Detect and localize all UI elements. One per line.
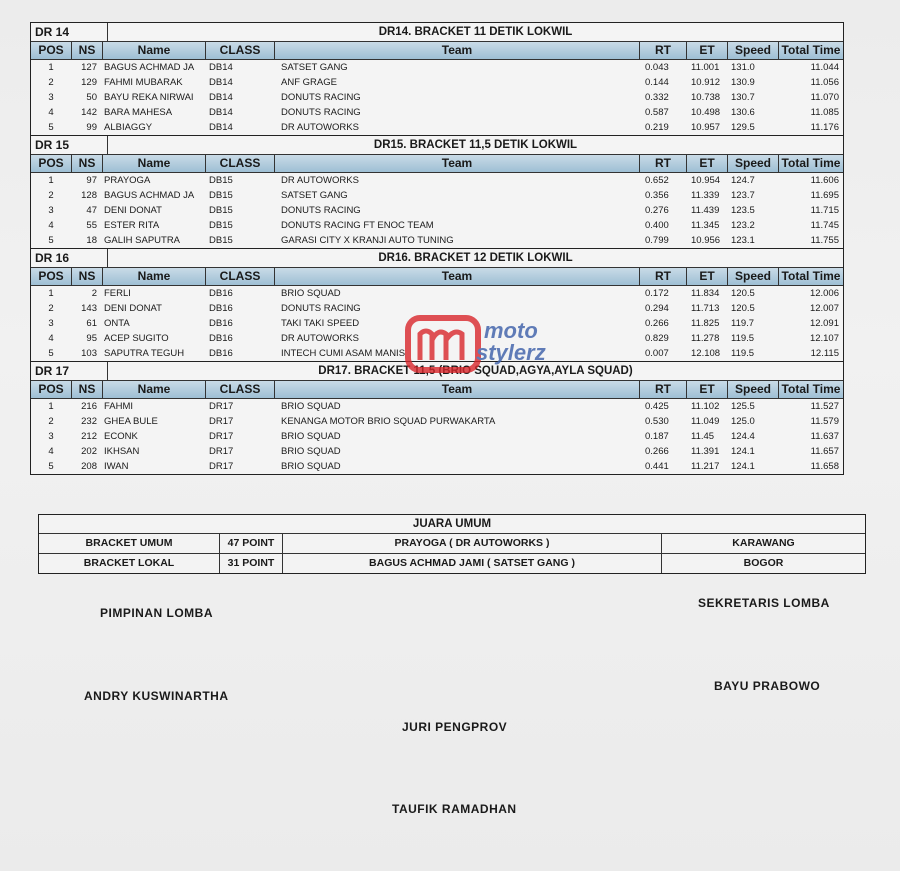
cell-class: DB15 (209, 235, 233, 246)
cell-name: FAHMI MUBARAK (104, 77, 183, 88)
cell-name: PRAYOGA (104, 175, 151, 186)
column-header-team: Team (275, 381, 640, 398)
cell-total: 11.579 (810, 416, 839, 427)
cell-total: 11.745 (810, 220, 839, 231)
cell-team: BRIO SQUAD (281, 461, 341, 472)
cell-team: INTECH CUMI ASAM MANIS (281, 348, 406, 359)
cell-team: BRIO SQUAD (281, 431, 341, 442)
cell-rt: 0.799 (645, 235, 669, 246)
cell-ns: 18 (86, 235, 97, 246)
cell-et: 11.391 (691, 446, 720, 457)
cell-speed: 119.5 (731, 333, 755, 344)
cell-pos: 5 (48, 235, 54, 246)
cell-name: BARA MAHESA (104, 107, 173, 118)
cell-total: 11.056 (810, 77, 839, 88)
column-header-row (31, 381, 843, 399)
cell-pos: 1 (48, 401, 54, 412)
juara-label: BRACKET UMUM (39, 534, 220, 553)
column-header-total: Total Time (781, 269, 841, 283)
cell-name: BAGUS ACHMAD JA (104, 190, 195, 201)
table-row (31, 173, 843, 188)
cell-class: DB15 (209, 205, 233, 216)
cell-pos: 3 (48, 92, 54, 103)
juara-winner: PRAYOGA ( DR AUTOWORKS ) (283, 534, 662, 553)
cell-pos: 2 (48, 77, 54, 88)
cell-speed: 130.6 (731, 107, 755, 118)
table-row (31, 286, 843, 301)
juara-umum-title: JUARA UMUM (39, 515, 865, 534)
cell-team: SATSET GANG (281, 190, 348, 201)
cell-speed: 119.5 (731, 348, 755, 359)
cell-rt: 0.294 (645, 303, 669, 314)
cell-team: BRIO SQUAD (281, 446, 341, 457)
juri-title: JURI PENGPROV (402, 720, 508, 734)
cell-pos: 4 (48, 333, 54, 344)
cell-pos: 4 (48, 220, 54, 231)
table-row (31, 414, 843, 429)
table-row (31, 444, 843, 459)
table-row (31, 90, 843, 105)
juara-points: 31 POINT (220, 554, 283, 573)
cell-rt: 0.530 (645, 416, 669, 427)
column-header-et: ET (687, 42, 728, 59)
cell-ns: 99 (86, 122, 97, 133)
cell-speed: 119.7 (731, 318, 755, 329)
cell-name: BAYU REKA NIRWAI (104, 92, 194, 103)
cell-rt: 0.266 (645, 318, 669, 329)
cell-ns: 103 (81, 348, 97, 359)
column-header-total: Total Time (781, 156, 841, 170)
cell-total: 11.658 (810, 461, 839, 472)
cell-name: ECONK (104, 431, 138, 442)
cell-total: 11.755 (810, 235, 839, 246)
class-title: DR15. BRACKET 11,5 DETIK LOKWIL (373, 139, 578, 151)
cell-class: DB15 (209, 175, 233, 186)
cell-team: DONUTS RACING (281, 92, 361, 103)
cell-class: DR17 (209, 401, 234, 412)
juara-city: BOGOR (743, 557, 784, 569)
cell-rt: 0.425 (645, 401, 669, 412)
results-sheet (30, 22, 844, 475)
table-row (31, 203, 843, 218)
cell-name: GALIH SAPUTRA (104, 235, 181, 246)
table-row (31, 459, 843, 474)
cell-rt: 0.172 (645, 288, 669, 299)
cell-rt: 0.144 (645, 77, 669, 88)
cell-speed: 125.5 (731, 401, 755, 412)
cell-rt: 0.266 (645, 446, 669, 457)
column-header-team: Team (275, 42, 640, 59)
cell-name: BAGUS ACHMAD JA (104, 62, 195, 73)
cell-team: BRIO SQUAD (281, 401, 341, 412)
cell-team: DR AUTOWORKS (281, 122, 359, 133)
cell-rt: 0.829 (645, 333, 669, 344)
cell-rt: 0.587 (645, 107, 669, 118)
race-class-block (30, 135, 844, 248)
cell-ns: 142 (81, 107, 97, 118)
table-row (31, 60, 843, 75)
column-header-class: CLASS (206, 42, 275, 59)
cell-et: 11.217 (691, 461, 720, 472)
juara-row (39, 554, 865, 573)
column-header-pos: POS (31, 42, 72, 59)
cell-name: ACEP SUGITO (104, 333, 169, 344)
cell-pos: 2 (48, 190, 54, 201)
column-header-row (31, 268, 843, 286)
cell-et: 12.108 (691, 348, 721, 359)
motostylerz-watermark-logo (404, 310, 594, 376)
cell-et: 11.713 (691, 303, 720, 314)
class-title: DR17. BRACKET 11,5 (BRIO SQUAD,AGYA,AYLA SQUAD) (318, 365, 633, 377)
table-row (31, 120, 843, 135)
column-header-name: Name (103, 268, 206, 285)
cell-class: DR17 (209, 446, 234, 457)
class-header (31, 23, 843, 42)
cell-et: 10.498 (691, 107, 721, 118)
cell-total: 12.115 (810, 348, 839, 359)
cell-total: 11.657 (810, 446, 839, 457)
column-header-team: Team (275, 268, 640, 285)
cell-ns: 208 (81, 461, 97, 472)
cell-name: DENI DONAT (104, 205, 162, 216)
cell-et: 10.738 (691, 92, 721, 103)
juri-name: TAUFIK RAMADHAN (392, 802, 517, 816)
table-row (31, 218, 843, 233)
column-header-pos: POS (31, 381, 72, 398)
class-code: DR 14 (31, 23, 108, 41)
cell-class: DB16 (209, 333, 233, 344)
column-header-rt: RT (640, 155, 687, 172)
class-header (31, 136, 843, 155)
cell-et: 10.957 (691, 122, 721, 133)
cell-team: GARASI CITY X KRANJI AUTO TUNING (281, 235, 454, 246)
juara-city: KARAWANG (732, 537, 795, 549)
cell-total: 11.070 (810, 92, 839, 103)
juara-points: 47 POINT (220, 534, 283, 553)
column-header-rt: RT (640, 381, 687, 398)
cell-pos: 3 (48, 431, 54, 442)
cell-pos: 4 (48, 107, 54, 118)
class-header (31, 249, 843, 268)
cell-team: DR AUTOWORKS (281, 175, 359, 186)
cell-rt: 0.441 (645, 461, 669, 472)
column-header-speed: Speed (728, 42, 779, 59)
cell-et: 11.439 (691, 205, 720, 216)
cell-ns: 55 (86, 220, 97, 231)
cell-et: 11.45 (691, 431, 715, 442)
cell-pos: 3 (48, 205, 54, 216)
cell-speed: 131.0 (731, 62, 755, 73)
column-header-class: CLASS (206, 155, 275, 172)
column-header-speed: Speed (728, 381, 779, 398)
table-row (31, 188, 843, 203)
cell-rt: 0.219 (645, 122, 669, 133)
sekretaris-title: SEKRETARIS LOMBA (698, 596, 830, 610)
cell-et: 11.339 (691, 190, 720, 201)
cell-pos: 5 (48, 461, 54, 472)
column-header-et: ET (687, 268, 728, 285)
column-header-et: ET (687, 381, 728, 398)
cell-speed: 124.7 (731, 175, 755, 186)
cell-class: DB16 (209, 288, 233, 299)
cell-total: 12.091 (809, 318, 839, 329)
cell-class: DR17 (209, 416, 234, 427)
cell-speed: 129.5 (731, 122, 755, 133)
cell-speed: 123.7 (731, 190, 755, 201)
cell-et: 11.049 (691, 416, 720, 427)
cell-class: DB16 (209, 348, 233, 359)
cell-class: DB15 (209, 220, 233, 231)
cell-et: 11.001 (691, 62, 720, 73)
cell-name: FERLI (104, 288, 131, 299)
cell-pos: 2 (48, 416, 54, 427)
cell-ns: 232 (81, 416, 97, 427)
cell-ns: 61 (86, 318, 97, 329)
cell-ns: 95 (86, 333, 97, 344)
cell-et: 11.102 (691, 401, 720, 412)
cell-total: 11.637 (810, 431, 839, 442)
cell-pos: 3 (48, 318, 54, 329)
cell-et: 10.912 (691, 77, 721, 88)
cell-class: DB14 (209, 122, 233, 133)
cell-rt: 0.007 (645, 348, 669, 359)
cell-pos: 1 (48, 175, 54, 186)
race-class-block (30, 22, 844, 135)
column-header-et: ET (687, 155, 728, 172)
column-header-class: CLASS (206, 268, 275, 285)
column-header-name: Name (103, 381, 206, 398)
column-header-row (31, 42, 843, 60)
cell-team: ANF GRAGE (281, 77, 337, 88)
table-row (31, 429, 843, 444)
pimpinan-name: ANDRY KUSWINARTHA (84, 689, 229, 703)
cell-rt: 0.187 (645, 431, 669, 442)
cell-ns: 97 (86, 175, 97, 186)
cell-total: 11.715 (810, 205, 839, 216)
cell-ns: 212 (81, 431, 97, 442)
column-header-rt: RT (640, 268, 687, 285)
cell-total: 12.007 (809, 303, 839, 314)
cell-team: DONUTS RACING (281, 107, 361, 118)
cell-pos: 5 (48, 348, 54, 359)
cell-team: DR AUTOWORKS (281, 333, 359, 344)
class-title: DR16. BRACKET 12 DETIK LOKWIL (378, 252, 573, 264)
juara-label: BRACKET LOKAL (39, 554, 220, 573)
cell-speed: 120.5 (731, 303, 755, 314)
cell-name: ONTA (104, 318, 130, 329)
column-header-total: Total Time (781, 382, 841, 396)
column-header-class: CLASS (206, 381, 275, 398)
cell-total: 11.176 (810, 122, 839, 133)
cell-class: DB16 (209, 303, 233, 314)
cell-pos: 4 (48, 446, 54, 457)
cell-et: 11.345 (691, 220, 720, 231)
cell-ns: 47 (86, 205, 97, 216)
cell-ns: 50 (86, 92, 97, 103)
cell-et: 11.278 (691, 333, 720, 344)
cell-ns: 2 (91, 288, 97, 299)
juara-winner: BAGUS ACHMAD JAMI ( SATSET GANG ) (283, 554, 662, 573)
class-code: DR 15 (31, 136, 108, 154)
cell-total: 11.044 (810, 62, 839, 73)
cell-name: IWAN (104, 461, 129, 472)
cell-class: DB14 (209, 62, 233, 73)
cell-team: BRIO SQUAD (281, 288, 341, 299)
column-header-ns: NS (72, 381, 103, 398)
cell-ns: 143 (81, 303, 97, 314)
cell-team: TAKI TAKI SPEED (281, 318, 360, 329)
cell-rt: 0.332 (645, 92, 669, 103)
cell-class: DB14 (209, 107, 233, 118)
cell-speed: 123.1 (731, 235, 755, 246)
column-header-speed: Speed (728, 268, 779, 285)
juara-row (39, 534, 865, 554)
cell-name: IKHSAN (104, 446, 140, 457)
cell-class: DR17 (209, 461, 234, 472)
cell-speed: 130.7 (731, 92, 755, 103)
cell-rt: 0.276 (645, 205, 669, 216)
table-row (31, 105, 843, 120)
cell-class: DR17 (209, 431, 234, 442)
class-code: DR 17 (31, 362, 108, 380)
race-class-block (30, 361, 844, 475)
cell-class: DB16 (209, 318, 233, 329)
cell-team: KENANGA MOTOR BRIO SQUAD PURWAKARTA (281, 416, 496, 427)
cell-speed: 124.4 (731, 431, 755, 442)
table-row (31, 75, 843, 90)
cell-team: DONUTS RACING FT ENOC TEAM (281, 220, 434, 231)
cell-speed: 123.5 (731, 205, 755, 216)
class-title: DR14. BRACKET 11 DETIK LOKWIL (378, 26, 573, 38)
cell-pos: 1 (48, 62, 54, 73)
cell-pos: 2 (48, 303, 54, 314)
cell-ns: 129 (81, 77, 97, 88)
cell-total: 11.085 (810, 107, 839, 118)
column-header-name: Name (103, 155, 206, 172)
cell-speed: 120.5 (731, 288, 755, 299)
table-row (31, 399, 843, 414)
cell-total: 11.606 (810, 175, 839, 186)
cell-team: DONUTS RACING (281, 205, 361, 216)
cell-ns: 128 (81, 190, 97, 201)
cell-total: 12.107 (809, 333, 839, 344)
cell-rt: 0.652 (645, 175, 669, 186)
cell-name: DENI DONAT (104, 303, 162, 314)
cell-name: SAPUTRA TEGUH (104, 348, 185, 359)
cell-total: 11.527 (810, 401, 839, 412)
cell-speed: 125.0 (731, 416, 755, 427)
cell-ns: 216 (81, 401, 97, 412)
cell-total: 11.695 (810, 190, 839, 201)
sekretaris-name: BAYU PRABOWO (714, 679, 821, 693)
cell-pos: 5 (48, 122, 54, 133)
cell-rt: 0.043 (645, 62, 669, 73)
cell-class: DB15 (209, 190, 233, 201)
cell-name: GHEA BULE (104, 416, 158, 427)
pimpinan-title: PIMPINAN LOMBA (100, 606, 213, 620)
cell-team: SATSET GANG (281, 62, 348, 73)
table-row (31, 233, 843, 248)
cell-pos: 1 (48, 288, 54, 299)
cell-name: ESTER RITA (104, 220, 160, 231)
column-header-name: Name (103, 42, 206, 59)
cell-et: 11.834 (691, 288, 720, 299)
cell-speed: 124.1 (731, 461, 755, 472)
column-header-total: Total Time (781, 43, 841, 57)
cell-et: 10.956 (691, 235, 721, 246)
cell-speed: 123.2 (731, 220, 755, 231)
column-header-pos: POS (31, 155, 72, 172)
cell-name: FAHMI (104, 401, 134, 412)
cell-et: 11.825 (691, 318, 720, 329)
watermark-text-moto: moto (484, 318, 538, 343)
cell-et: 10.954 (691, 175, 721, 186)
column-header-row (31, 155, 843, 173)
cell-team: DONUTS RACING (281, 303, 361, 314)
watermark-text-stylerz: stylerz (476, 340, 546, 365)
column-header-speed: Speed (728, 155, 779, 172)
class-code: DR 16 (31, 249, 108, 267)
cell-ns: 127 (81, 62, 97, 73)
column-header-ns: NS (72, 268, 103, 285)
cell-class: DB14 (209, 77, 233, 88)
cell-class: DB14 (209, 92, 233, 103)
cell-speed: 130.9 (731, 77, 755, 88)
column-header-team: Team (275, 155, 640, 172)
cell-name: ALBIAGGY (104, 122, 153, 133)
juara-umum-table (38, 514, 866, 574)
column-header-pos: POS (31, 268, 72, 285)
column-header-ns: NS (72, 42, 103, 59)
cell-rt: 0.400 (645, 220, 669, 231)
column-header-ns: NS (72, 155, 103, 172)
cell-ns: 202 (81, 446, 97, 457)
column-header-rt: RT (640, 42, 687, 59)
cell-total: 12.006 (809, 288, 839, 299)
cell-rt: 0.356 (645, 190, 669, 201)
cell-speed: 124.1 (731, 446, 755, 457)
